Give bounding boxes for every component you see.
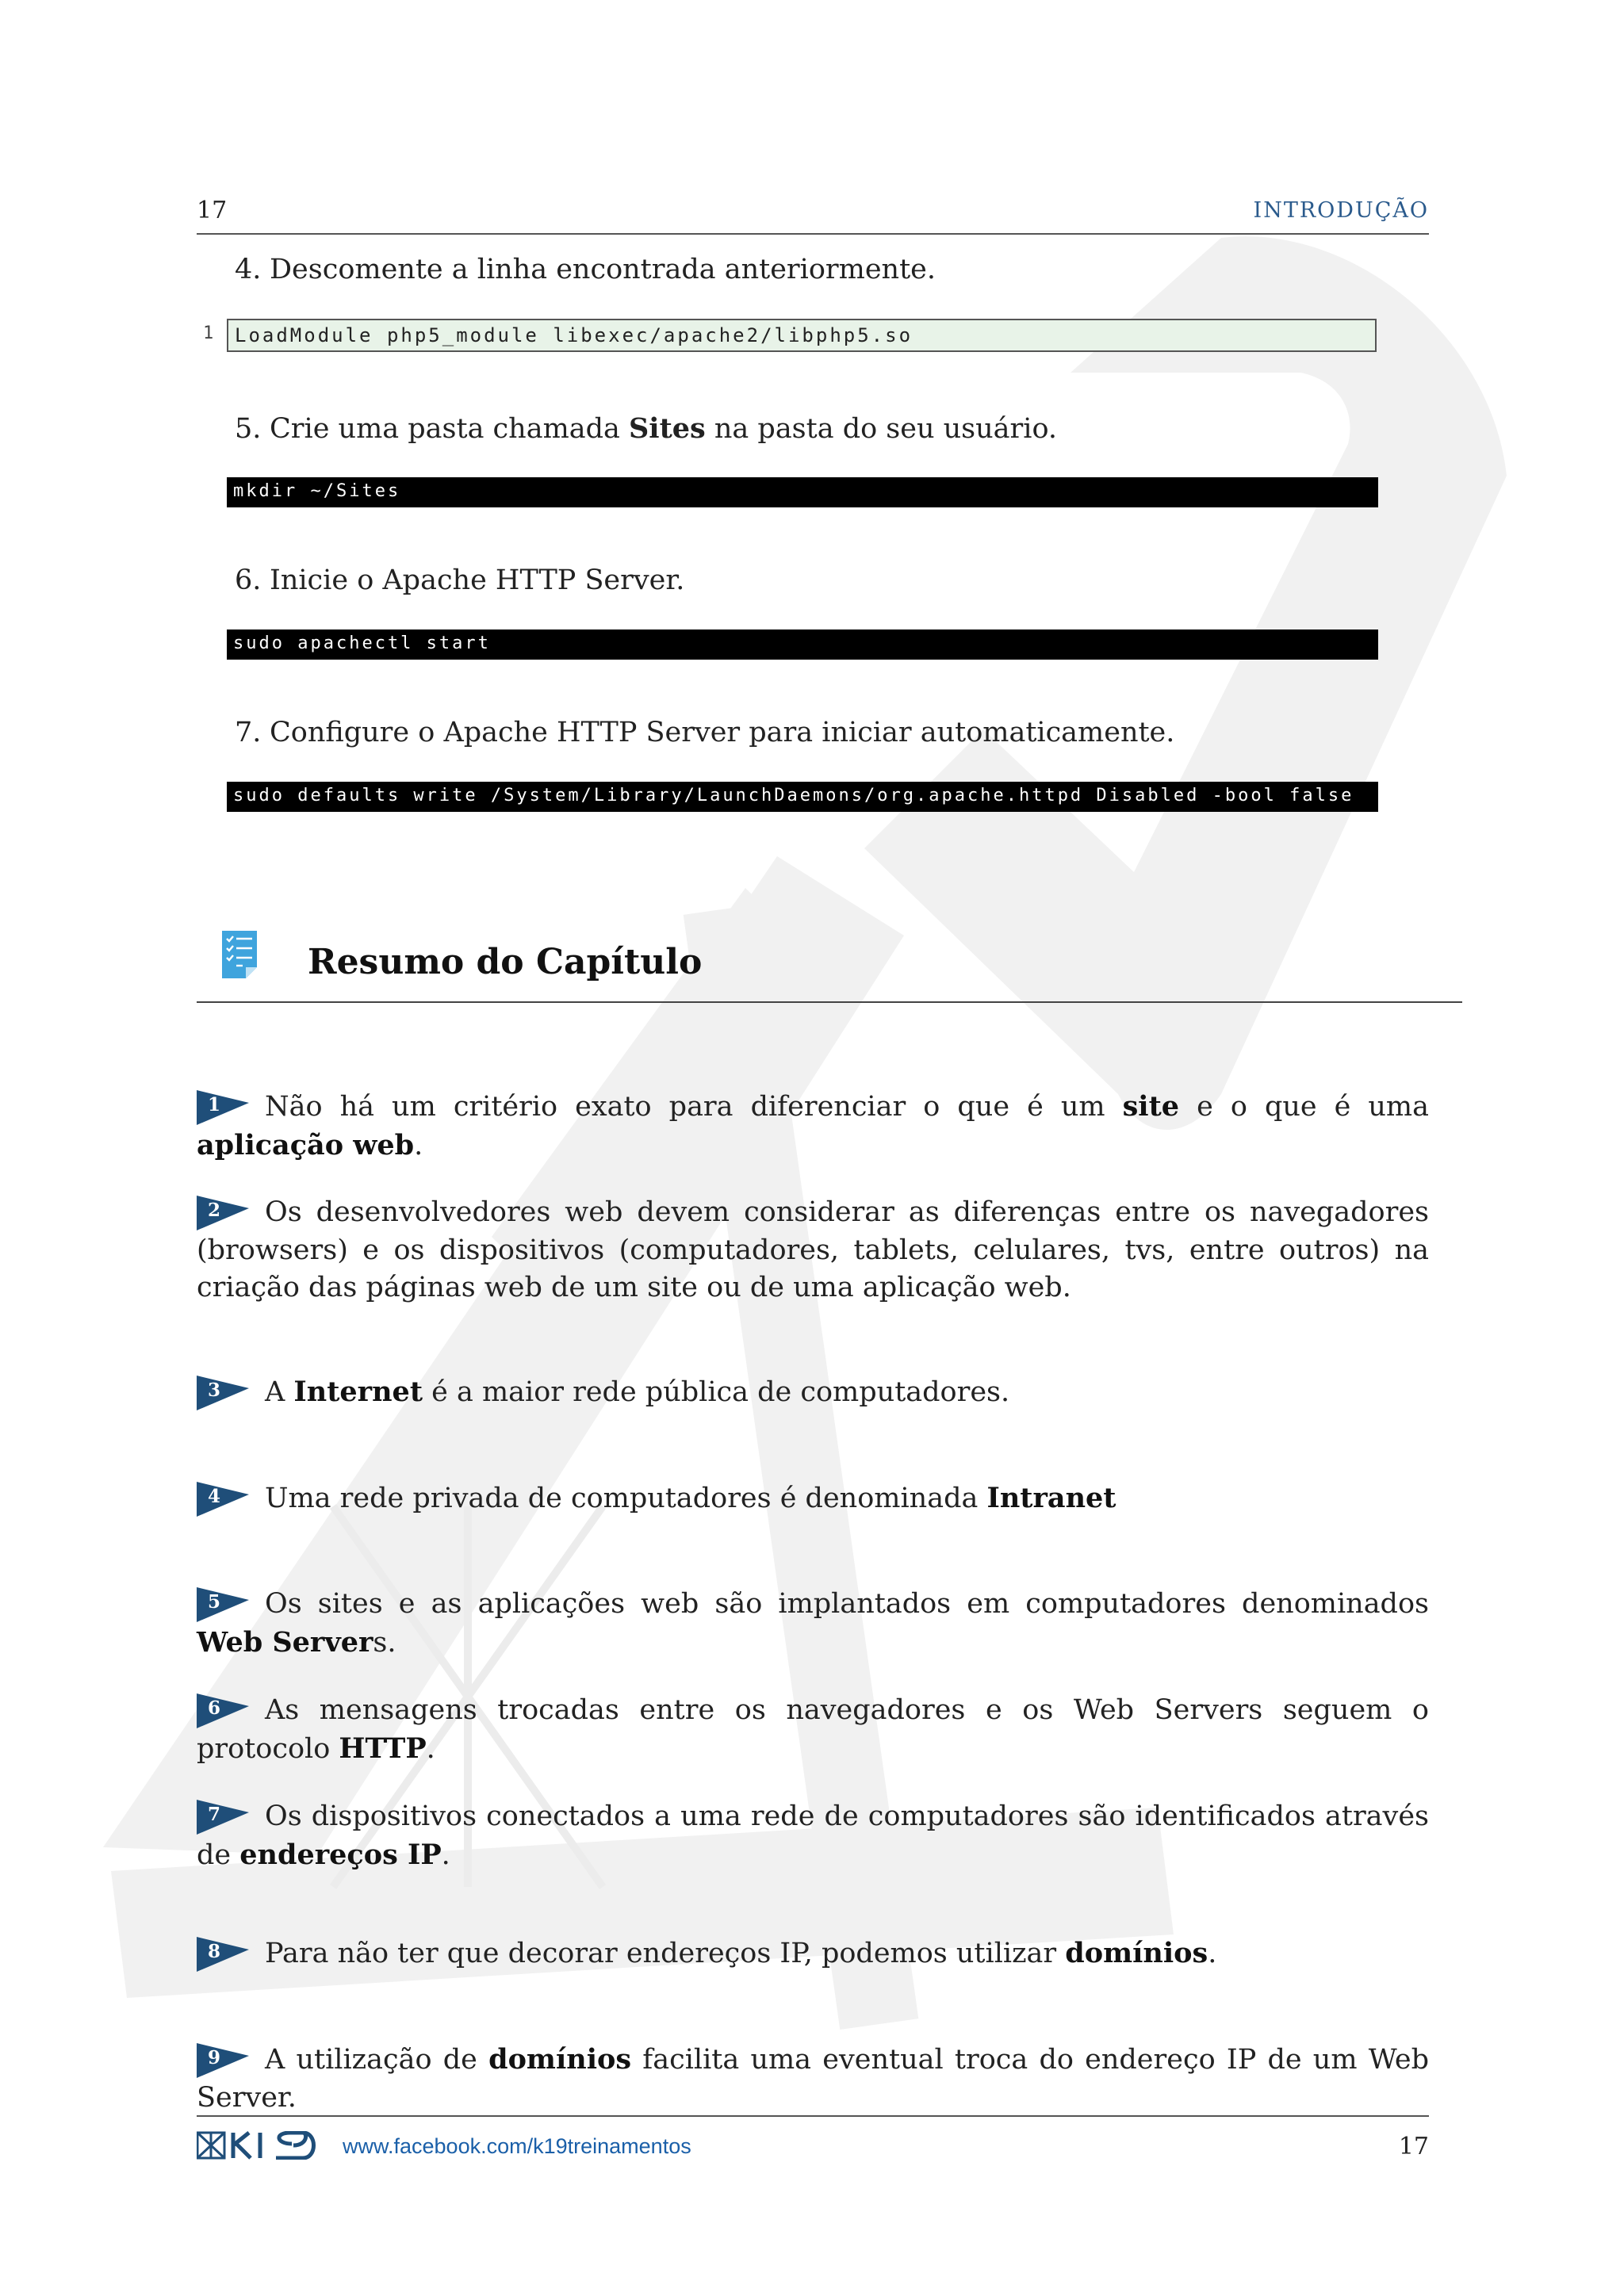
summary-item: 7 Os dispositivos conectados a uma rede de computadores são identificados através de endereços IP. — [197, 1798, 1429, 1874]
section-title: Resumo do Capítulo — [308, 942, 703, 982]
bullet-marker: 9 — [197, 2042, 249, 2080]
summary-item: 1 Não há um critério exato para diferenciar o que é um site e o que é uma aplicação web. — [197, 1090, 1429, 1161]
bullet-marker: 2 — [197, 1194, 249, 1232]
bullet-marker: 5 — [197, 1586, 249, 1624]
step-text-after: na pasta do seu usuário. — [705, 413, 1058, 445]
summary-item: 5 Os sites e as aplicações web são implantados em computadores denominados Web Servers. — [197, 1586, 1429, 1662]
code-listing: LoadModule php5_module libexec/apache2/libphp5.so — [227, 319, 1377, 352]
step-6 — [235, 564, 684, 596]
section-rule — [197, 1001, 1462, 1003]
step-number: 7. — [235, 717, 262, 748]
step-7 — [235, 717, 1174, 748]
step-number: 6. — [235, 564, 262, 596]
terminal-command-start: sudo apachectl start — [227, 629, 1378, 660]
step-bold: Sites — [629, 412, 706, 445]
bullet-marker: 3 — [197, 1374, 249, 1412]
step-number: 5. — [235, 413, 262, 445]
bullet-marker: 1 — [197, 1089, 249, 1127]
facebook-link[interactable]: www.facebook.com/k19treinamentos — [343, 2134, 691, 2158]
step-text: Inicie o Apache HTTP Server. — [270, 564, 685, 596]
summary-item: 9 A utilização de domínios facilita uma eventual troca do endereço IP de um Web Server. — [197, 2043, 1429, 2114]
step-text: Crie uma pasta chamada — [270, 413, 630, 445]
bullet-marker: 7 — [197, 1798, 249, 1836]
k19-logo — [197, 2131, 320, 2160]
step-text: Configure o Apache HTTP Server para iniciar automaticamente. — [270, 717, 1175, 748]
step-4 — [235, 254, 936, 285]
footer-page-number: 17 — [1398, 2133, 1429, 2160]
header-chapter-title: INTRODUÇÃO — [1253, 198, 1429, 223]
bullet-marker: 6 — [197, 1692, 249, 1730]
summary-item: 8 Para não ter que decorar endereços IP, podemos utilizar domínios. — [197, 1934, 1429, 1973]
header-page-number: 17 — [197, 197, 228, 224]
summary-item: 4 Uma rede privada de computadores é denominada Intranet — [197, 1479, 1429, 1518]
footer-rule — [197, 2115, 1429, 2117]
terminal-command-mkdir: mkdir ~/Sites — [227, 477, 1378, 507]
step-text: Descomente a linha encontrada anteriormente. — [270, 254, 936, 285]
code-line-number: 1 — [203, 323, 214, 343]
bullet-marker: 8 — [197, 1935, 249, 1973]
checklist-document-icon — [220, 929, 259, 980]
summary-item: 3 A Internet é a maior rede pública de computadores. — [197, 1373, 1429, 1412]
terminal-command-defaults: sudo defaults write /System/Library/LaunchDaemons/org.apache.httpd Disabled -bool false — [227, 782, 1378, 812]
summary-item: 2 Os desenvolvedores web devem considerar as diferenças entre os navegadores (browsers) e os dispositivos (computadores, tablets, celulares, tvs, entre outros) na criação das páginas web de um site ou de uma aplicação web. — [197, 1194, 1429, 1307]
header-rule — [197, 233, 1429, 235]
step-5 — [235, 412, 1057, 445]
bullet-marker: 4 — [197, 1480, 249, 1518]
summary-item: 6 As mensagens trocadas entre os navegadores e os Web Servers seguem o protocolo HTTP. — [197, 1692, 1429, 1768]
step-number: 4. — [235, 254, 262, 285]
